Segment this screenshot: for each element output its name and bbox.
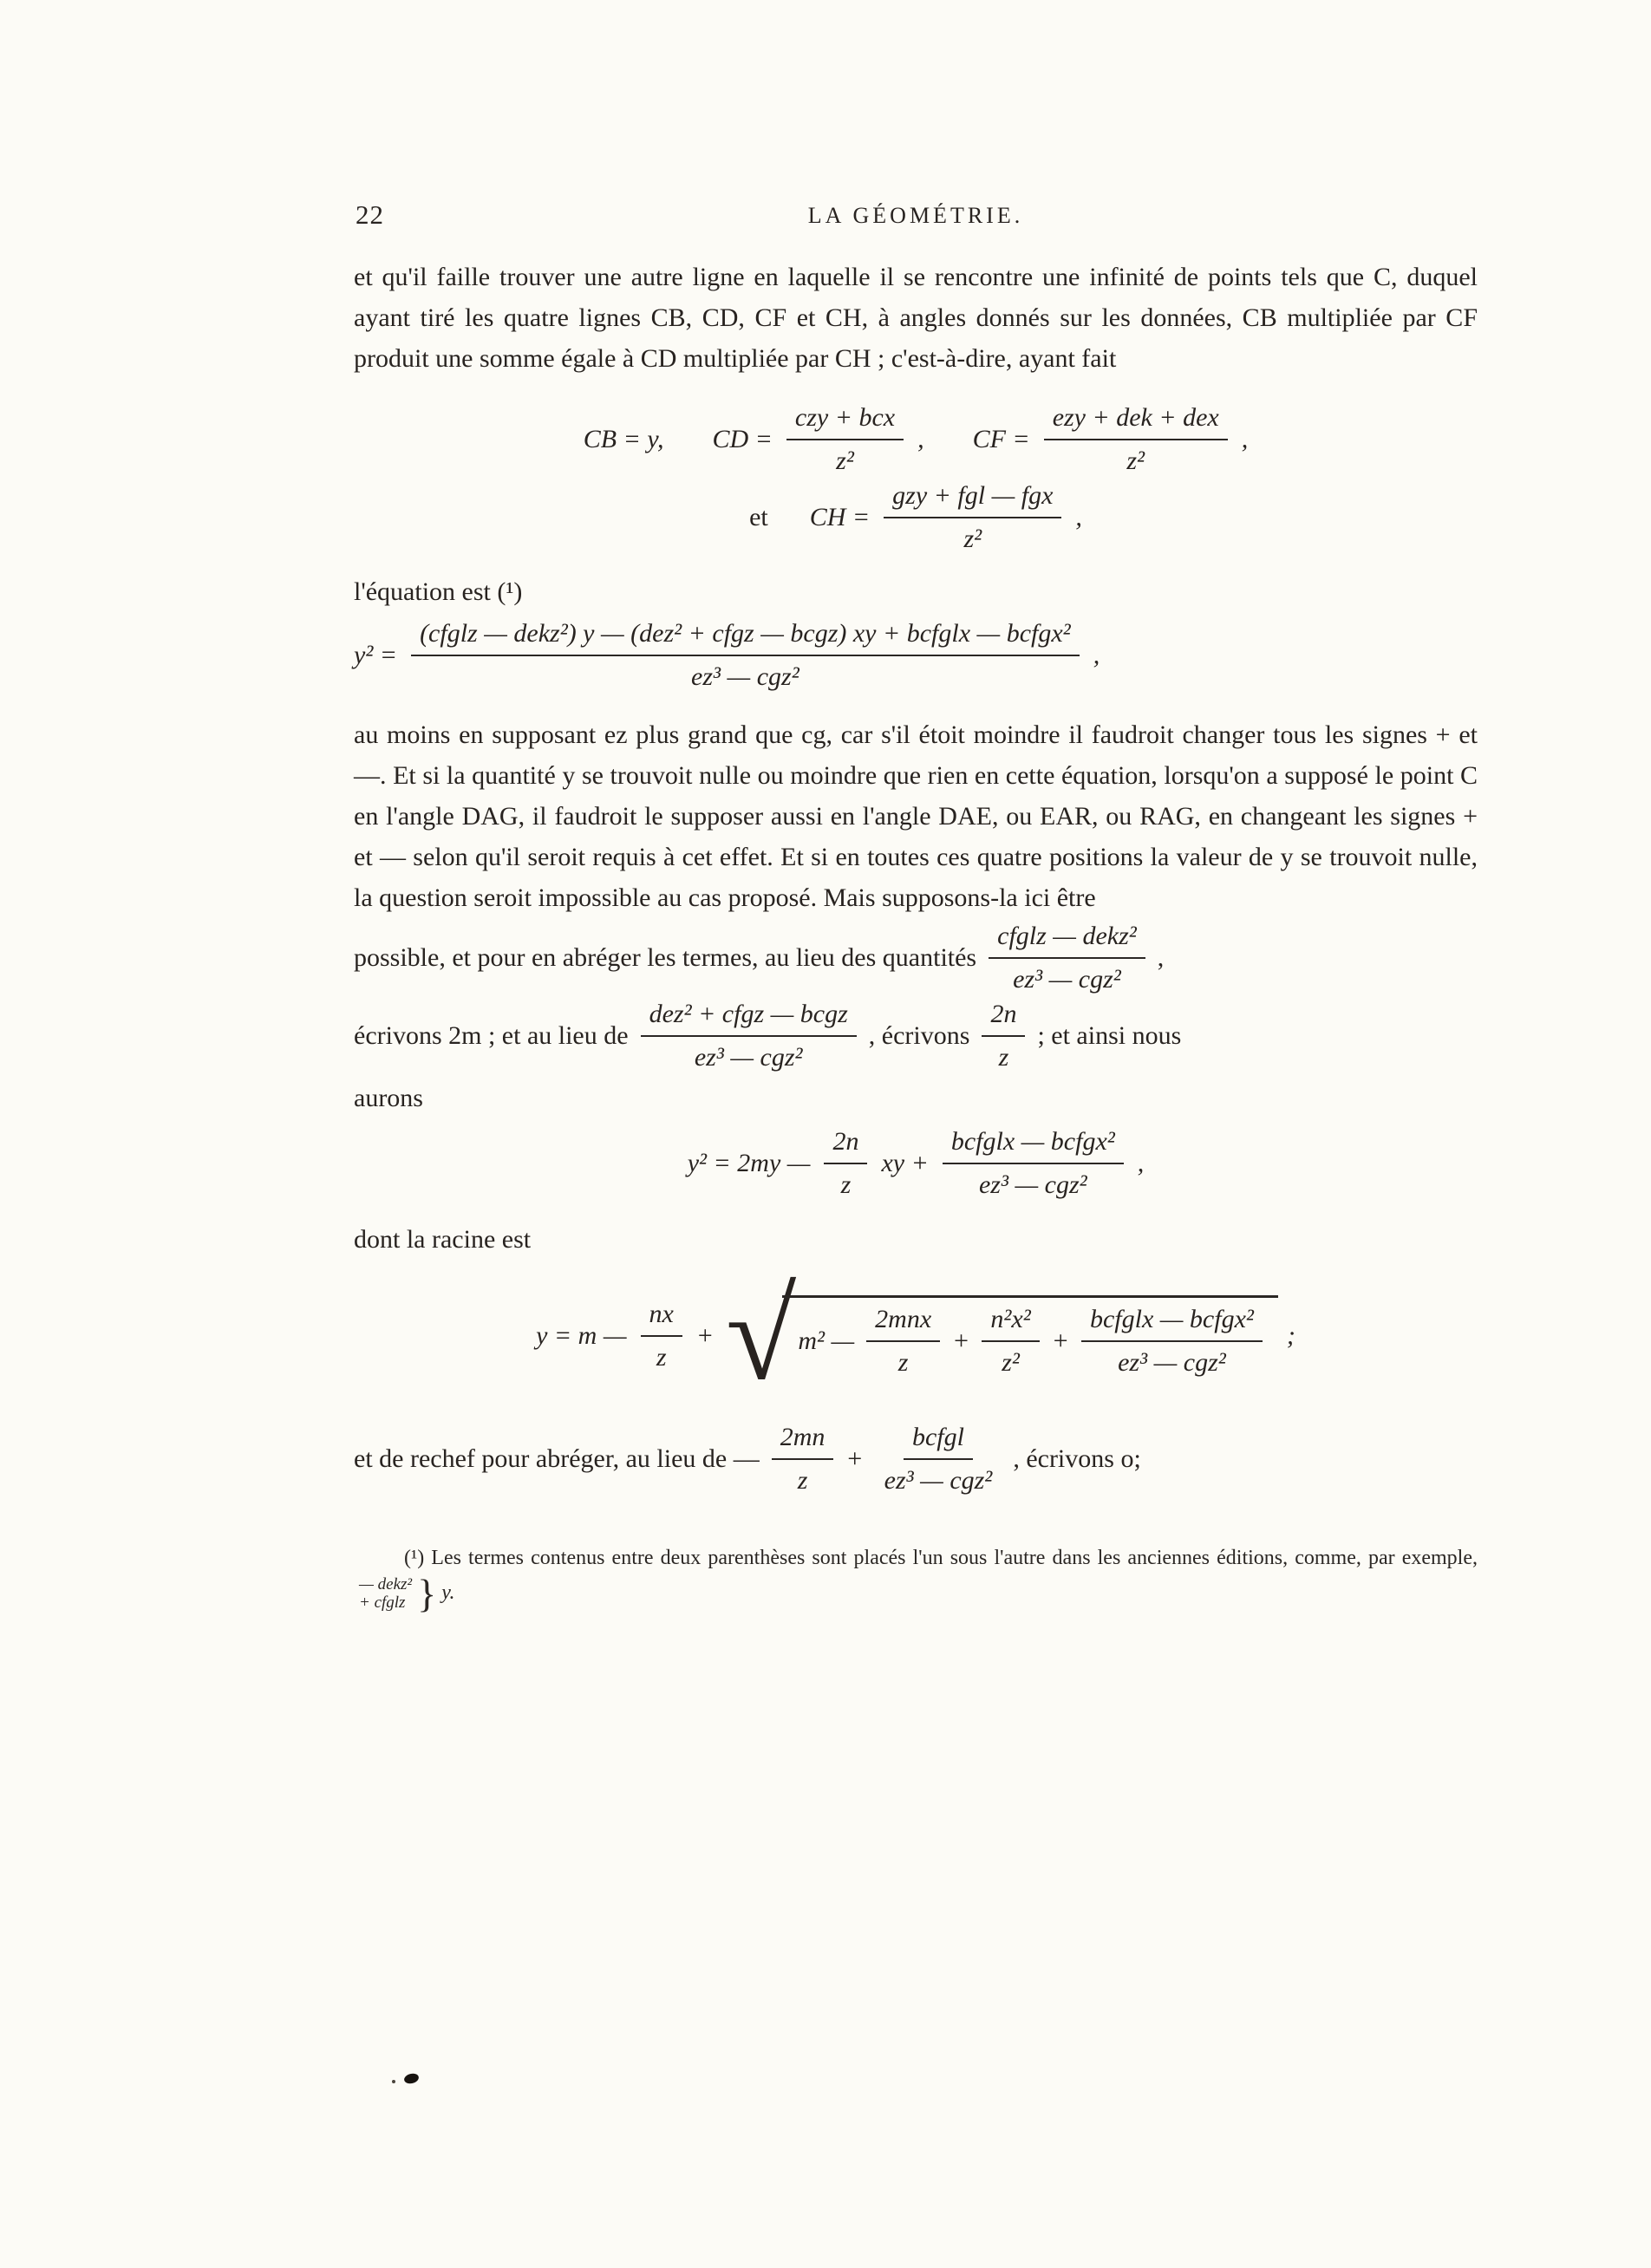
ch-comma: , [1075,503,1082,531]
footnote-stack-top: — dekz² [359,1575,413,1594]
equation-y2-2my [354,1127,1478,1200]
cd-comma: , [917,425,924,453]
radicand-term-1: m² — [798,1326,855,1355]
equation-root [354,1265,1478,1407]
radicand-plus-2: + [1051,1326,1069,1355]
fraction-e4-3-numerator: n²x² [982,1305,1039,1342]
footnote-marker: (¹) [404,1547,425,1569]
main-equation [354,619,1478,692]
term-cb: CB = y, [583,425,664,453]
fraction-cd [786,403,904,476]
paragraph-2: au moins en supposant ez plus grand que cg, car s'il étoit moindre il faudroit changer tous les signes + et —. Et si la quantité y se trouvoit nulle ou moindre que rien en cette équation, lorsqu'on a supposé le point C en l'angle DAG, il faudroit le supposer aussi en l'angle DAE, ou EAR, ou RAG, en changeant les signes + et — selon qu'il seroit requis à cet effet. Et si en toutes ces quatre positions la valeur de y se trouvoit nulle, la question seroit impossible au cas proposé. Mais supposons-la ici être [354,720,1478,912]
fraction-e5-2 [876,1423,1002,1496]
line-ecrivons-2m [354,1000,1478,1072]
equation-cb-cd-cf [354,403,1478,476]
equation-root-plus: + [695,1321,715,1350]
fraction-cf [1044,403,1228,476]
line-ecrivons-text-1: écrivons 2m ; et au lieu de [354,1021,629,1050]
fraction-cf-numerator: ezy + dek + dex [1044,403,1228,440]
main-equation-comma: , [1093,641,1100,669]
fraction-e5-1 [772,1423,834,1496]
line-aurons: aurons [354,1084,423,1112]
radicand [782,1295,1278,1378]
fraction-q3 [982,1000,1025,1072]
equation-root-semicolon: ; [1286,1321,1295,1350]
main-equation-lhs: y² = [354,641,398,669]
line-ecrivons-text-2: , écrivons [868,1021,970,1050]
ink-speck [392,2080,395,2083]
fraction-e3-2-denominator: ez³ — cgz² [978,1170,1087,1199]
fraction-e5-1-denominator: z [797,1466,808,1495]
footnote-stack-bottom: + cfglz [359,1593,406,1613]
equation-y2-lhs: y² = 2my — [687,1149,811,1177]
fraction-main [411,619,1080,692]
fraction-main-numerator: (cfglz — dekz²) y — (dez² + cfgz — bcgz) xy + bcfglx — bcfgx² [411,619,1080,656]
fraction-e5-2-numerator: bcfgl [904,1423,973,1460]
fraction-q2-numerator: dez² + cfgz — bcgz [641,1000,857,1037]
fraction-e3-2 [943,1127,1124,1200]
fraction-e4-4-numerator: bcfglx — bcfgx² [1081,1305,1263,1342]
fraction-ch-denominator: z² [963,525,982,553]
term-cd [712,403,923,476]
cf-comma: , [1241,425,1249,453]
equation-y2-mid: xy + [881,1149,929,1177]
line-quantities [354,922,1478,994]
fraction-e4-2-denominator: z [897,1347,909,1377]
fraction-e3-1 [824,1127,867,1200]
equation-intro: l'équation est (¹) [354,577,523,606]
fraction-q2 [641,1000,857,1072]
equation-y2-comma: , [1137,1149,1145,1177]
page-header [354,196,1478,236]
fraction-e4-1-numerator: nx [641,1300,682,1337]
paragraph-intro: et qu'il faille trouver une autre ligne en laquelle il se rencontre une infinité de points tels que C, duquel ayant tiré les quatre lignes CB, CD, CF et CH, à angles donnés sur les données, CB multipliée par CF produit une somme égale à CD multipliée par CH ; c'est-à-dire, ayant fait [354,263,1478,373]
fraction-e3-2-numerator: bcfglx — bcfgx² [943,1127,1124,1164]
radical-sign-icon: √ [726,1265,797,1407]
fraction-e5-1-numerator: 2mn [772,1423,834,1460]
ink-mark [403,2072,420,2085]
line-racine: dont la racine est [354,1225,532,1254]
fraction-q2-denominator: ez³ — cgz² [694,1043,803,1072]
ch-lhs: CH = [809,503,871,531]
footnote-brace-icon: } [417,1571,437,1616]
fraction-e5-2-denominator: ez³ — cgz² [884,1466,993,1495]
page-content [354,196,1478,1633]
equation-ch [354,481,1478,554]
word-et: et [749,503,768,531]
footnote-stacked-terms [359,1575,412,1612]
cd-lhs: CD = [712,425,773,453]
fraction-q3-numerator: 2n [982,1000,1025,1037]
line-rechef [354,1423,1478,1496]
cf-lhs: CF = [972,425,1030,453]
line-quantities-text: possible, et pour en abréger les termes, au lieu des quantités [354,943,977,972]
fraction-main-denominator: ez³ — cgz² [691,662,799,691]
radicand-plus-1: + [952,1326,970,1355]
line-rechef-text-2: , écrivons o; [1013,1444,1141,1473]
term-cf [973,403,1249,476]
fraction-e4-2 [866,1305,940,1378]
fraction-cf-denominator: z² [1126,446,1145,475]
fraction-e4-3-denominator: z² [1002,1347,1020,1377]
fraction-e4-1 [641,1300,682,1372]
fraction-q3-denominator: z [998,1043,1009,1072]
fraction-q1-denominator: ez³ — cgz² [1013,965,1121,994]
fraction-e4-4 [1081,1305,1263,1378]
footnote [354,1541,1478,1616]
fraction-e4-1-denominator: z [656,1343,667,1372]
line-quantities-comma: , [1157,943,1165,972]
running-title: LA GÉOMÉTRIE. [807,203,1024,228]
fraction-ch [884,481,1061,554]
fraction-e4-2-numerator: 2mnx [866,1305,940,1342]
fraction-ch-numerator: gzy + fgl — fgx [884,481,1061,518]
fraction-cd-denominator: z² [836,446,854,475]
fraction-e4-4-denominator: ez³ — cgz² [1118,1347,1226,1377]
line-rechef-text-1: et de rechef pour abréger, au lieu de — [354,1444,760,1473]
footnote-text: Les termes contenus entre deux parenthèses sont placés l'un sous l'autre dans les anciennes éditions, comme, par exemple, [431,1547,1478,1569]
fraction-e4-3 [982,1305,1039,1378]
fraction-cd-numerator: czy + bcx [786,403,904,440]
footnote-tail: y. [441,1581,455,1604]
fraction-e3-1-denominator: z [840,1170,852,1199]
equation-root-lhs: y = m — [536,1321,627,1350]
square-root [726,1265,1278,1407]
fraction-e3-1-numerator: 2n [824,1127,867,1164]
line-ecrivons-text-3: ; et ainsi nous [1037,1021,1182,1050]
term-ch [810,481,1082,554]
page-number: 22 [356,199,384,230]
line-rechef-plus: + [845,1444,864,1473]
fraction-q1-numerator: cfglz — dekz² [989,922,1145,959]
fraction-q1 [989,922,1145,994]
